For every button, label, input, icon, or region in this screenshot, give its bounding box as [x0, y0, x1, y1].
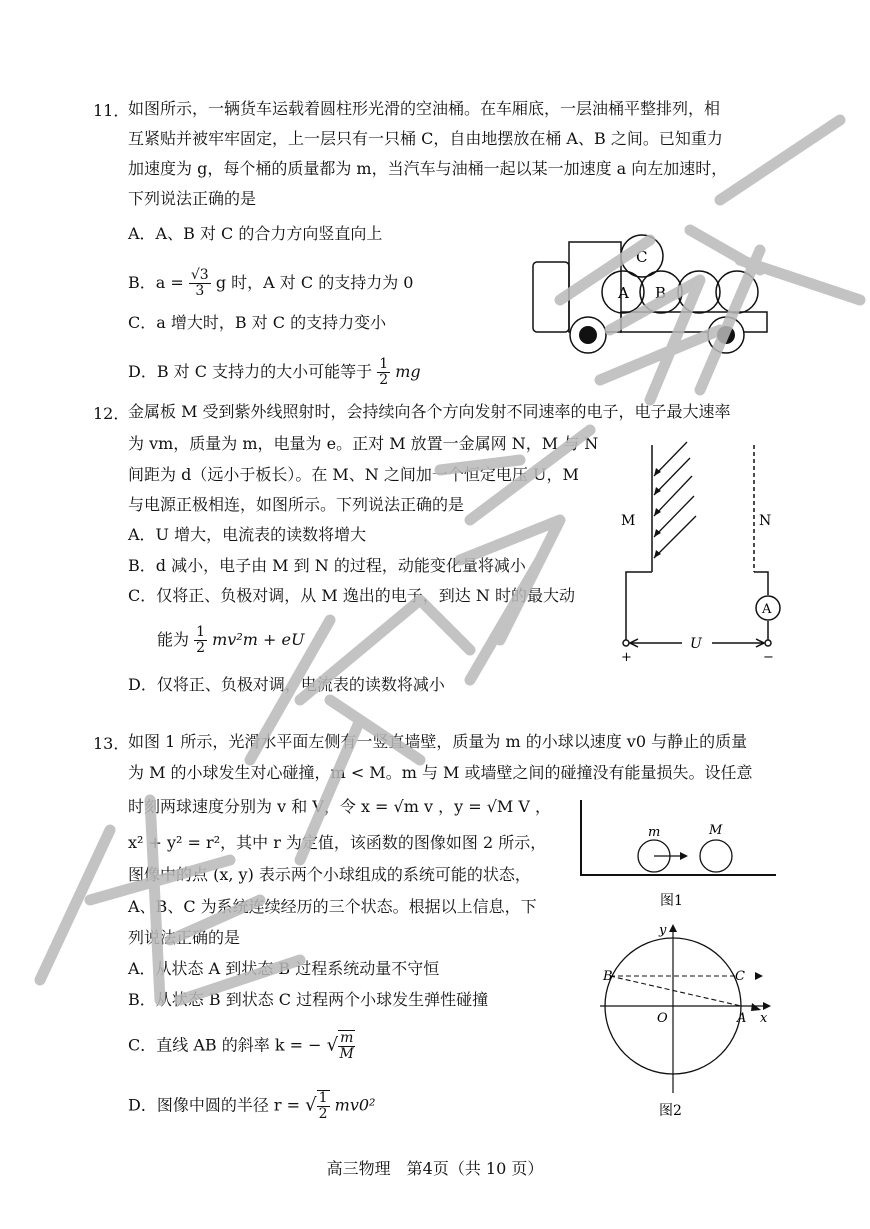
q11-option-d — [128, 357, 421, 388]
frac-den: 3 — [195, 283, 205, 299]
sqrt-sign: √ — [305, 1094, 317, 1116]
figure-1-caption: 图1 — [660, 893, 683, 909]
frac-den: 2 — [379, 372, 389, 388]
label-minus: − — [763, 650, 774, 665]
barrel-3 — [678, 271, 720, 313]
frac-den: M — [339, 1046, 354, 1062]
q13-option-c-prefix: C．直线 AB 的斜率 k = − — [128, 1035, 322, 1055]
q11-option-c: C．a 增大时，B 对 C 的支持力变小 — [128, 313, 387, 332]
label-a: A — [618, 284, 629, 302]
velocity-arrowhead — [680, 852, 688, 860]
frac-num: √3 — [190, 267, 209, 283]
q12-circuit-figure — [612, 440, 787, 665]
q12-option-c-prefix: 能为 — [157, 630, 190, 649]
q12-option-a: A．U 增大，电流表的读数将增大 — [128, 525, 367, 544]
q11-option-d-prefix: D．B 对 C 支持力的大小可能等于 — [128, 362, 373, 381]
q11-stem-line-1: 如图所示，一辆货车运载着圆柱形光滑的空油桶。在车厢底，一层油桶平整排列，相 — [128, 99, 721, 118]
label-c: C — [636, 248, 648, 266]
q11-truck-figure — [528, 232, 778, 357]
frac-num: 1 — [196, 624, 206, 640]
frac-num: 1 — [379, 356, 389, 372]
q13-stem-line-4: x² + y² = r²，其中 r 为定值，该函数的图像如图 2 所示， — [128, 833, 547, 852]
q13-figure-2 — [595, 918, 780, 1120]
q11-stem-line-4: 下列说法正确的是 — [128, 189, 257, 208]
q12-option-c-fraction — [194, 625, 207, 656]
frac-num: m — [340, 1030, 354, 1046]
q13-option-c — [128, 1030, 355, 1062]
label-o: O — [657, 1011, 668, 1026]
front-wheel — [570, 317, 606, 353]
q12-stem-line-1: 金属板 M 受到紫外线照射时，会持续向各个方向发射不同速率的电子，电子最大速率 — [128, 402, 731, 421]
terminal-plus — [623, 640, 629, 646]
q11-option-a: A．A、B 对 C 的合力方向竖直向上 — [128, 224, 383, 243]
q11-option-b-prefix: B．a = — [128, 273, 184, 292]
figure-2-caption: 图2 — [659, 1103, 682, 1119]
label-u: U — [690, 636, 702, 652]
q12-number: 12． — [93, 404, 130, 423]
q13-figure-1 — [578, 800, 783, 915]
label-plus: + — [621, 650, 632, 665]
uv-ray-heads — [654, 468, 661, 558]
label-M: M — [709, 823, 723, 838]
label-b: B — [603, 969, 613, 984]
q13-option-c-fraction — [338, 1030, 355, 1062]
q11-stem-line-2: 互紧贴并被牢牢固定，上一层只有一只桶 C，自由地摆放在桶 A、B 之间。已知重力 — [128, 129, 723, 148]
frac-num: 1 — [318, 1090, 328, 1106]
q12-stem-line-3: 间距为 d（远小于板长）。在 M、N 之间加一个恒定电压 U，M — [128, 465, 579, 484]
label-m: m — [648, 825, 661, 840]
rear-wheel — [708, 317, 744, 353]
q12-option-c-suffix: mv²m + eU — [212, 630, 305, 649]
truck-bed — [621, 312, 767, 332]
ball-M — [700, 840, 732, 872]
label-a: A — [737, 1011, 747, 1026]
q13-option-d-suffix: mv0² — [334, 1095, 376, 1115]
wire-left — [626, 572, 652, 640]
bc-arrowhead — [755, 972, 763, 980]
q13-stem-line-1: 如图 1 所示，光滑水平面左侧有一竖直墙壁，质量为 m 的小球以速度 v0 与静止的质量 — [128, 732, 748, 751]
wall-and-floor — [581, 800, 776, 875]
sqrt-sign: √ — [326, 1034, 339, 1056]
truck-cab — [533, 262, 569, 332]
q11-option-b-suffix: g 时，A 对 C 的支持力为 0 — [215, 273, 414, 292]
q11-option-d-suffix: mg — [395, 362, 421, 381]
label-b: B — [655, 284, 667, 302]
q12-option-b: B．d 减小，电子由 M 到 N 的过程，动能变化量将减小 — [128, 556, 526, 575]
terminal-minus — [765, 640, 771, 646]
q11-stem-line-3: 加速度为 g，每个桶的质量都为 m，当汽车与油桶一起以某一加速度 a 向左加速时， — [128, 159, 728, 178]
frac-den: 2 — [196, 640, 206, 656]
page-footer: 高三物理 第4页（共 10 页） — [326, 1159, 544, 1178]
label-m: M — [621, 513, 636, 529]
q13-stem-line-6: A、B、C 为系统连续经历的三个状态。根据以上信息，下 — [128, 897, 537, 916]
q13-option-d-fraction — [317, 1090, 330, 1122]
q12-stem-line-2: 为 vm，质量为 m，电量为 e。正对 M 放置一金属网 N，M 与 N — [128, 434, 599, 453]
x-axis-arrowhead — [763, 1002, 771, 1010]
label-n: N — [759, 513, 772, 529]
q13-option-d-prefix: D．图像中圆的半径 r = — [128, 1095, 301, 1115]
q12-stem-line-4: 与电源正极相连，如图所示。下列说法正确的是 — [128, 495, 465, 514]
q12-option-d: D．仅将正、负极对调，电流表的读数将减小 — [128, 675, 445, 694]
line-ab — [610, 976, 741, 1006]
q13-option-b: B．从状态 B 到状态 C 过程两个小球发生弹性碰撞 — [128, 990, 489, 1009]
q13-option-d — [128, 1090, 375, 1122]
q13-stem-line-7: 列说法正确的是 — [128, 928, 241, 947]
q13-stem-line-5: 图像中的点 (x, y) 表示两个小球组成的系统可能的状态， — [128, 865, 531, 884]
wire-right-top — [754, 572, 768, 595]
q13-number: 13． — [93, 734, 130, 753]
q13-stem-line-2: 为 M 的小球发生对心碰撞，m < M。m 与 M 或墙壁之间的碰撞没有能量损失。设任意 — [128, 763, 753, 782]
label-c: C — [735, 969, 745, 984]
q11-option-d-fraction — [377, 357, 390, 388]
barrel-4 — [716, 271, 758, 313]
q11-option-b-fraction — [189, 268, 211, 299]
frac-den: 2 — [318, 1106, 328, 1122]
ammeter-label: A — [762, 602, 772, 617]
q13-stem-line-3: 时刻两球速度分别为 v 和 V，令 x = √m v ，y = √M V ， — [128, 797, 552, 816]
ab-arrowhead — [751, 1003, 761, 1011]
q13-option-a: A．从状态 A 到状态 B 过程系统动量不守恒 — [128, 959, 440, 978]
q12-option-c-cont — [157, 625, 304, 656]
label-y: y — [659, 923, 667, 938]
q11-option-b — [128, 268, 413, 299]
q11-number: 11． — [93, 101, 130, 120]
q12-option-c: C．仅将正、负极对调，从 M 逸出的电子，到达 N 时的最大动 — [128, 586, 575, 605]
uv-rays — [654, 442, 696, 558]
label-x: x — [760, 1011, 768, 1026]
y-axis-arrowhead — [669, 924, 677, 932]
